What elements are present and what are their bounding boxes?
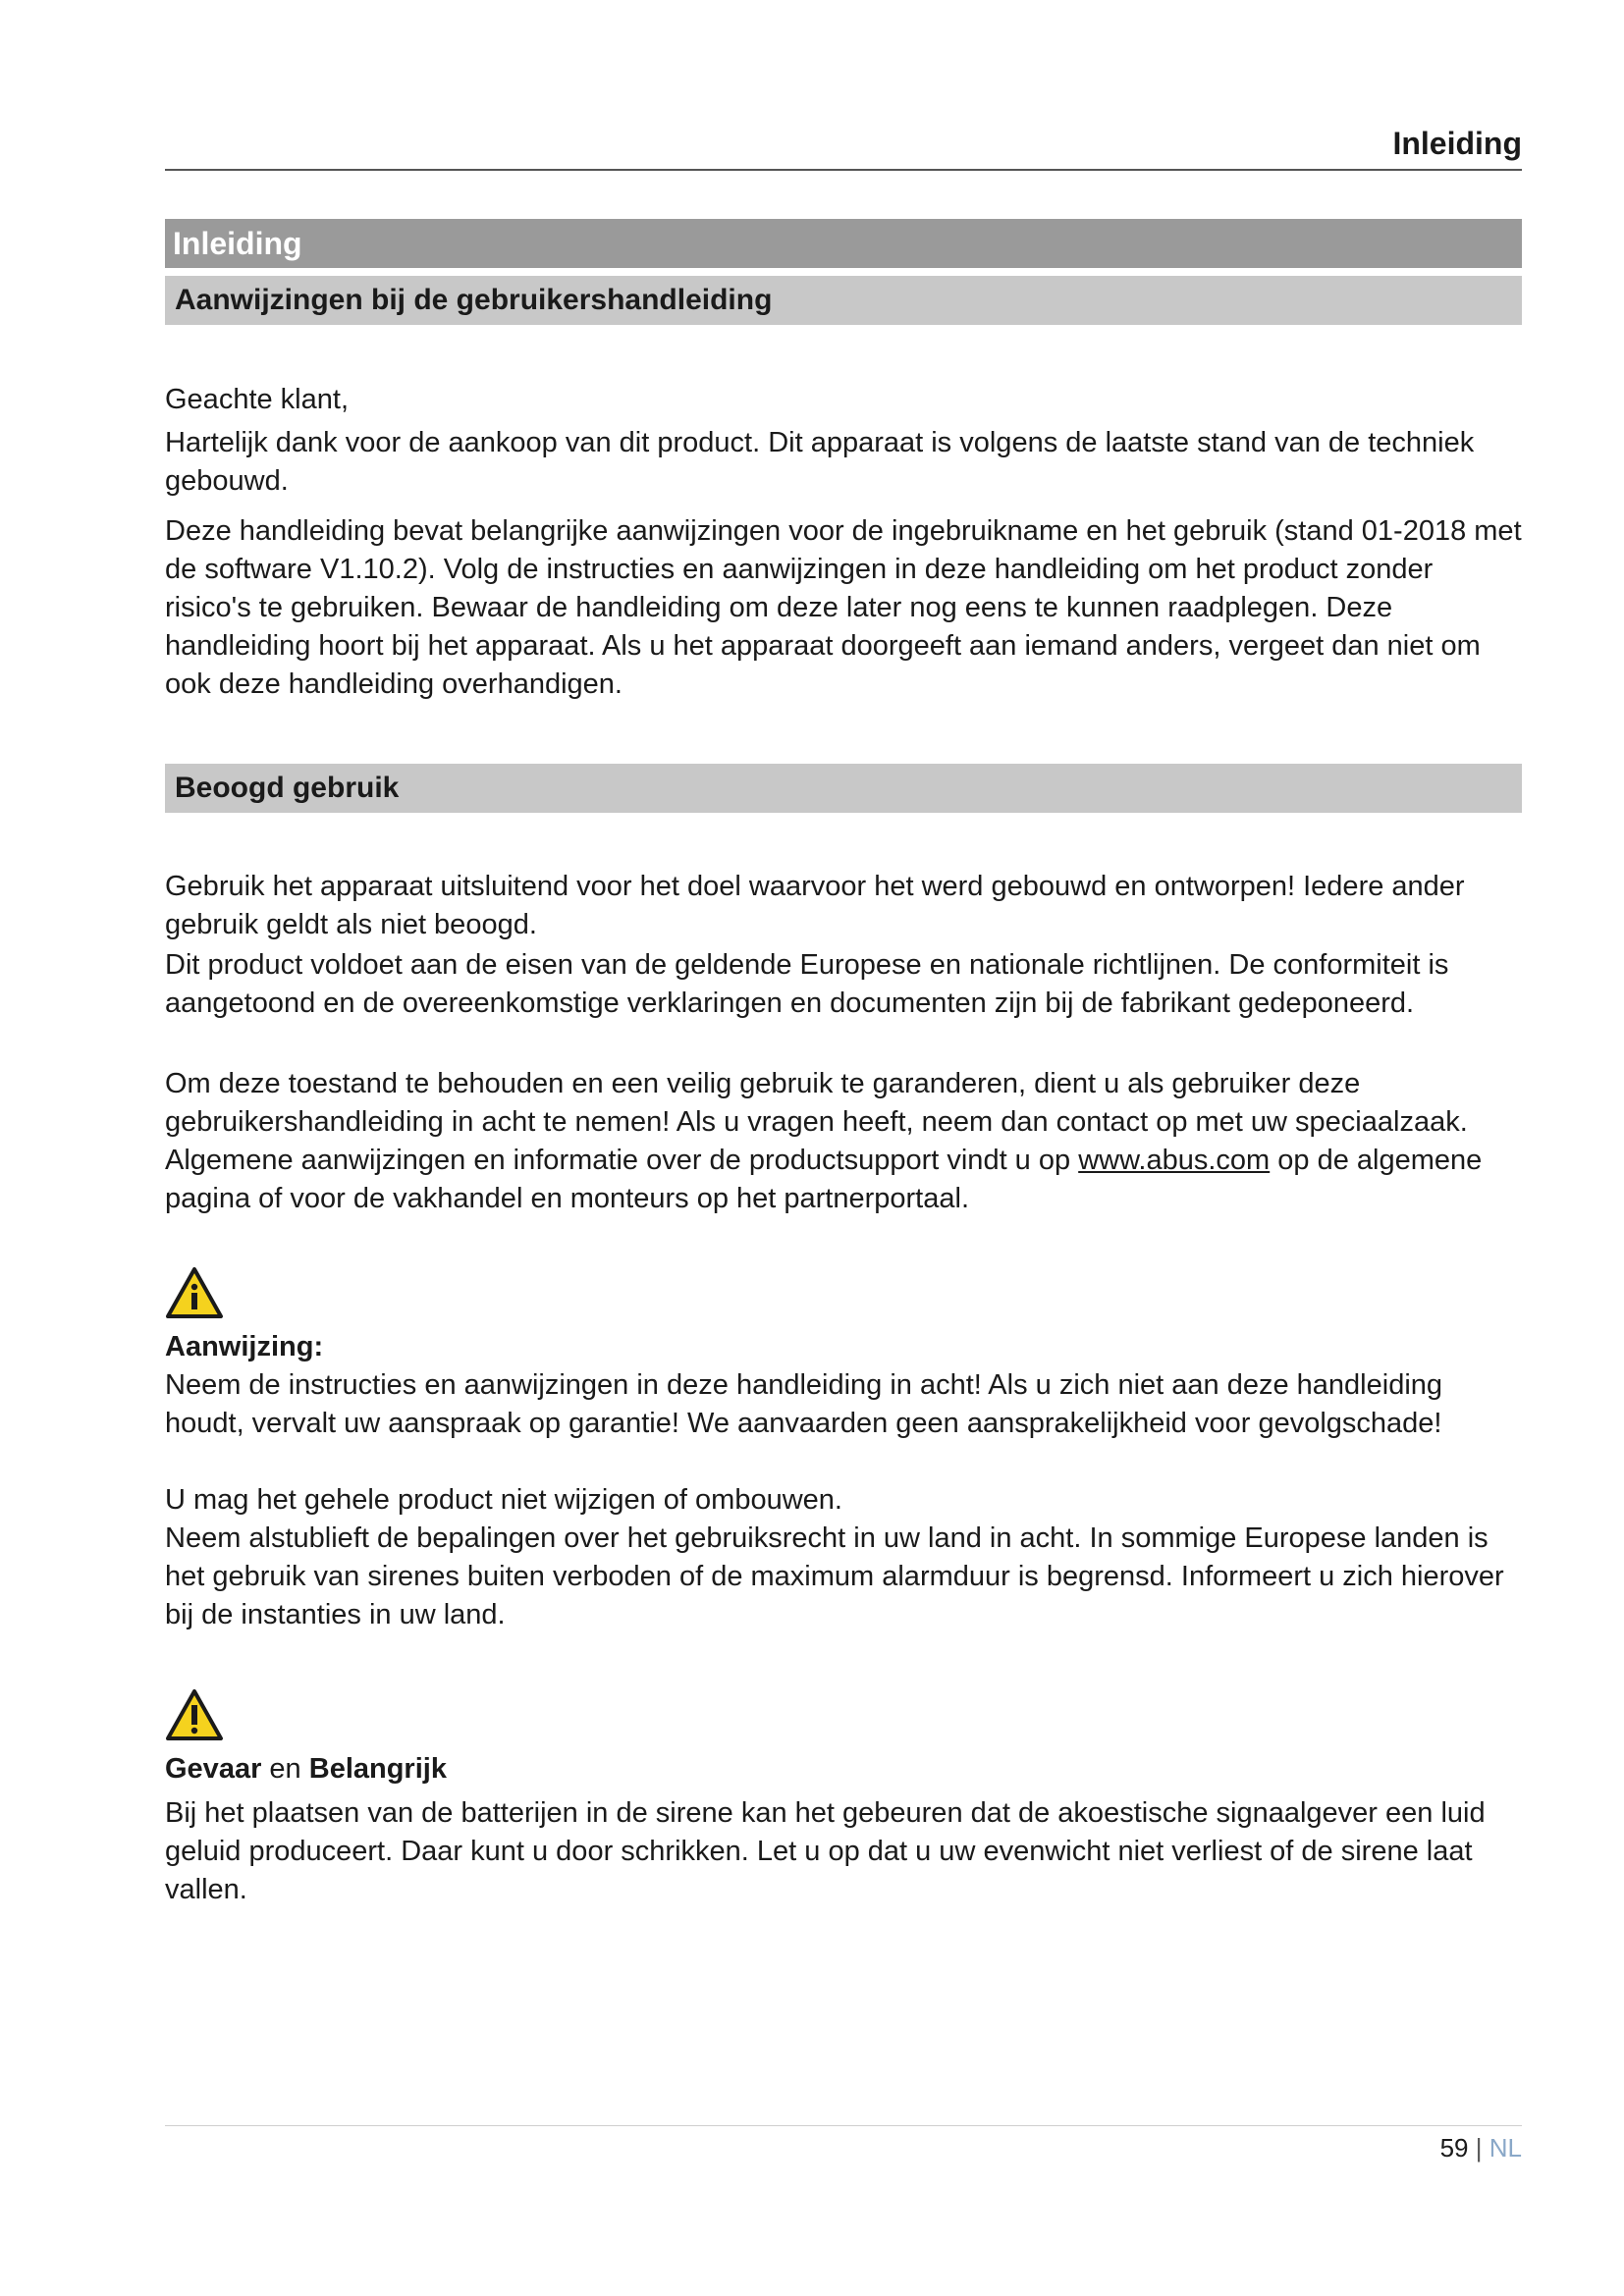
intended-use-paragraph-1: Gebruik het apparaat uitsluitend voor het doel waarvoor het werd gebouwd en ontworpen! Iedere ander gebruik geldt als niet beoogd. [165, 871, 1465, 940]
abus-website-link[interactable]: www.abus.com [1078, 1145, 1271, 1176]
page-number: 59 [1439, 2133, 1469, 2163]
intended-use-text-before-link: Om deze toestand te behouden en een veilig gebruik te garanderen, dient u als gebruiker deze gebruikershandleiding in acht te nemen! Als u vragen heeft, neem dan contact op met uw speciaalzaak. Algemene aanwijzingen en informatie over de productsupport vindt u op [165, 1068, 1468, 1176]
page-footer [165, 2128, 1522, 2167]
danger-paragraph: Bij het plaatsen van de batterijen in de sirene kan het gebeuren dat de akoestische signaalgever een luid geluid produceert. Daar kunt u door schrikken. Let u op dat u uw evenwicht niet verliest of de sirene laat vallen. [165, 1797, 1486, 1905]
intended-use-paragraph-3 [165, 1065, 1522, 1218]
info-warning-icon [165, 1266, 224, 1319]
language-code: NL [1489, 2133, 1522, 2163]
note-paragraph-2: U mag het gehele product niet wijzigen of ombouwen. [165, 1484, 842, 1516]
intended-use-text-after-link: op de algemene pagina of voor de vakhandel en monteurs op het partnerportaal. [165, 1145, 1483, 1214]
running-title: Inleiding [1392, 126, 1522, 161]
thanks-paragraph: Hartelijk dank voor de aankoop van dit product. Dit apparaat is volgens de laatste stand van de techniek gebouwd. [165, 427, 1475, 497]
note-paragraph-3: Neem alstublieft de bepalingen over het gebruiksrecht in uw land in acht. In sommige Europese landen is het gebruik van sirenes buiten verboden of de maximum alarmduur is begrensd. Informeert u zich hierover bij de instanties in uw land. [165, 1522, 1504, 1630]
page-separator: | [1475, 2133, 1483, 2163]
danger-heading-gevaar: Gevaar [165, 1753, 262, 1785]
danger-heading [165, 1750, 1522, 1789]
danger-heading-belangrijk: Belangrijk [308, 1753, 447, 1785]
note-heading: Aanwijzing: [165, 1331, 324, 1362]
danger-heading-en: en [269, 1753, 301, 1785]
subsection-title-manual: Aanwijzingen bij de gebruikershandleiding [165, 276, 1522, 325]
footer-rule [165, 2125, 1522, 2126]
subsection-title-intended-use: Beoogd gebruik [165, 764, 1522, 813]
header-rule [165, 169, 1522, 171]
manual-info-paragraph: Deze handleiding bevat belangrijke aanwijzingen voor de ingebruikname en het gebruik (stand 01-2018 met de software V1.10.2). Volg de instructies en aanwijzingen in deze handleiding om het product zonder risico's te gebruiken. Bewaar de handleiding om deze later nog eens te kunnen raadplegen. Deze handleiding hoort bij het apparaat. Als u het apparaat doorgeeft aan iemand anders, vergeet dan niet om ook deze handleiding overhandigen. [165, 515, 1522, 700]
intended-use-paragraph-2: Dit product voldoet aan de eisen van de geldende Europese en nationale richtlijnen. De conformiteit is aangetoond en de overeenkomstige verklaringen en documenten zijn bij de fabrikant gedeponeerd. [165, 949, 1449, 1019]
note-paragraph-1: Neem de instructies en aanwijzingen in deze handleiding in acht! Als u zich niet aan deze handleiding houdt, vervalt uw aanspraak op garantie! We aanvaarden geen aansprakelijkheid voor gevolgschade! [165, 1369, 1443, 1439]
salutation: Geachte klant, [165, 384, 349, 415]
section-title: Inleiding [165, 219, 1522, 268]
exclamation-warning-icon [165, 1688, 224, 1741]
